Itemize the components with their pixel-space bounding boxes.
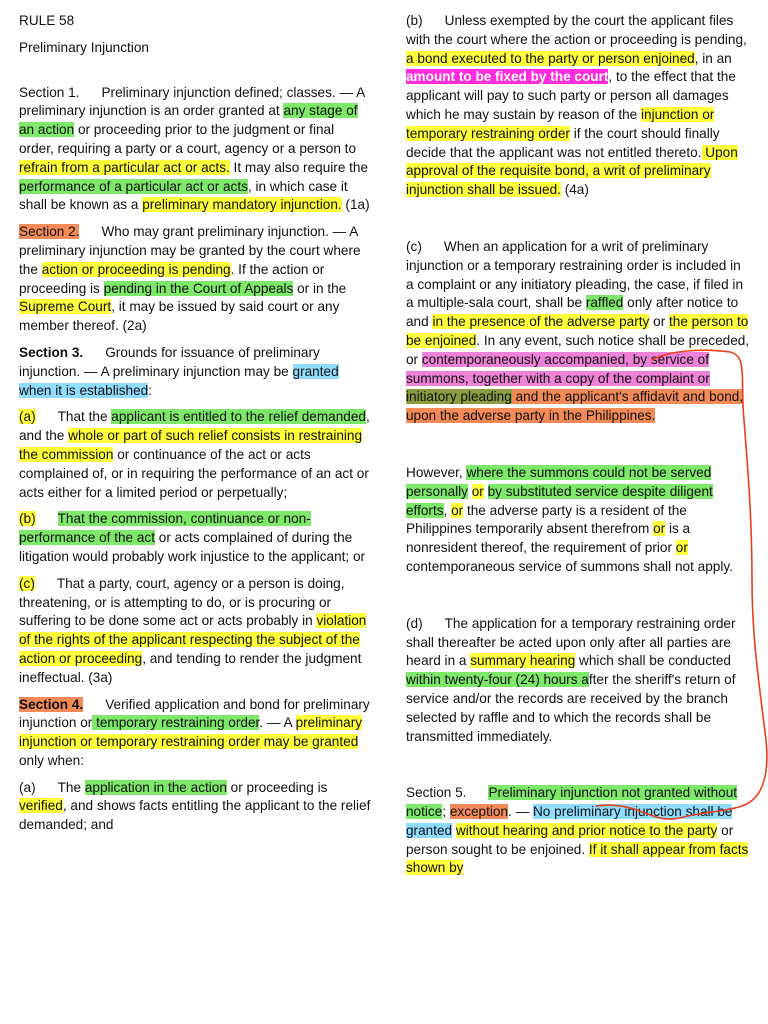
section-5-label: Section 5. [406,785,467,801]
highlight-yellow: or [451,502,464,518]
highlight-green: Preliminary injunction not granted without notice [406,785,738,820]
section-2-label: Section 2. [19,224,80,240]
section-4: Section 4. Verified application and bond for preliminary injunction or temporary restraining order. — A preliminary injunction or temporary restraining order may be granted only when: [19,696,370,768]
highlight-green: where the summons could not be served personally [406,464,712,499]
spacer [406,585,750,615]
item-label: (b) [406,13,423,28]
spacer [406,434,750,464]
section-4-item-b: (b) Unless exempted by the court the applicant files with the court where the action or proceeding is pending, a bond executed to the party or person enjoined, in an amount to be fixed by the court, to the effect that the applicant will pay to such party or person all damages which he may sustain by reason of the injunction or temporary restraining order if the court should finally decide that the applicant was not entitled thereto. Upon approval of the requisite bond, a writ of preliminary injunction shall be issued. (4a) [406,13,747,198]
highlight-yellow: or [653,521,666,537]
spacer [406,754,750,784]
highlight-blue: granted when it is established [19,363,339,398]
highlight-yellow: verified [19,798,63,814]
spacer [19,66,371,84]
section-2: Section 2. Who may grant preliminary injunction. — A preliminary injunction may be granted by the court where the action or proceeding is pending. If the action or proceeding is pending in the Court of Appeals or in the Supreme Court, it may be issued by said court or any member thereof. (2a) [19,224,361,334]
highlight-yellow: in the presence of the adverse party [432,314,650,330]
highlight-yellow: or [675,540,688,556]
section-4-label: Section 4. [19,696,84,712]
highlight-green: any stage of an action [19,103,358,138]
item-label: (a) [19,409,36,425]
highlight-yellow: preliminary injunction or temporary restraining order may be granted [19,715,363,750]
highlight-green: application in the action [84,779,227,795]
left-column [19,12,371,843]
highlight-green: performance of a particular act or acts [19,178,248,194]
rule-number: RULE 58 [19,13,75,28]
item-label: (d) [406,615,423,631]
highlight-yellow: the person to be enjoined [406,314,749,348]
section-3: Section 3. Grounds for issuance of preliminary injunction. — A preliminary injunction may be granted when it is established: [19,344,339,398]
highlight-yellow: action or proceeding is pending [41,261,231,277]
however-paragraph: However, where the summons could not be served personally or by substituted service despite diligent efforts, or the adverse party is a resident of the Philippines temporarily absent therefrom or is a nonresident thereof, the requirement of prior or contemporaneous service of summons shall not apply. [406,464,733,574]
section-4-item-d: (d) The application for a temporary restraining order shall thereafter be acted upon only after all parties are heard in a summary hearing which shall be conducted within twenty-four (24) hours after the sheriff's return of service and/or the records are received by the branch selected by raffle and to which the records shall be transmitted immediately. [406,615,736,744]
section-4-item-a: (a) The application in the action or proceeding is verified, and shows facts entitling the applicant to the relief demanded; and [19,779,371,833]
item-label: (c) [406,238,422,254]
highlight-yellow: without hearing and prior notice to the party [455,822,718,838]
rule-title: Preliminary Injunction [19,39,149,55]
item-label: (b) [19,511,36,527]
highlight-blue: No preliminary injunction shall be granted [406,804,733,838]
section-3-item-c: (c) That a party, court, agency or a person is doing, threatening, or is attempting to do, or is procuring or suffering to be done some act or acts probably in violation of the rights of the applicant respecting the subject of the action or proceeding, and tending to render the judgment ineffectual. (3a) [19,575,367,685]
item-label: (a) [19,779,36,795]
highlight-yellow: Supreme Court [19,299,112,315]
highlight-yellow: refrain from a particular act or acts. [19,159,230,175]
highlight-green: by substituted service despite diligent efforts [406,483,713,518]
section-3-label: Section 3. [19,344,84,360]
highlight-magenta: amount to be fixed by the court [406,69,609,85]
highlight-yellow: summary hearing [470,653,576,669]
section-3-item-a: (a) That the applicant is entitled to the relief demanded, and the whole or part of such relief consists in restraining the commission or continuance of the act or acts complained of, or in requiring the performance of an act or acts either for a limited period or perpetually; [19,409,370,500]
highlight-yellow: If it shall appear from facts shown by [406,841,749,876]
highlight-orange: exception [449,804,509,820]
highlight-yellow: Upon approval of the requisite bond, a writ of preliminary injunction shall be issued. [406,144,738,198]
highlight-green: raffled [585,295,624,311]
section-5: Section 5. Preliminary injunction not granted without notice; exception. — No preliminary injunction shall be granted without hearing and prior notice to the party or person sought to be enjoined. If it shall appear from facts shown by [406,785,749,876]
right-column [406,12,750,886]
highlight-yellow: a bond executed to the party or person enjoined [406,50,695,66]
spacer [406,208,750,238]
highlight-green: applicant is entitled to the relief demanded [111,409,366,425]
section-3-item-b: (b) That the commission, continuance or non-performance of the act or acts complained of during the litigation would probably work injustice to the applicant; or [19,511,366,564]
highlight-yellow: or [471,483,484,499]
highlight-green: pending in the Court of Appeals [103,280,294,296]
highlight-pink: contemporaneously accompanied, by service of summons, together with a copy of the complaint or [406,351,710,386]
highlight-green: That the commission, continuance or non-performance of the act [19,511,311,546]
highlight-yellow: injunction or temporary restraining order [406,106,715,141]
highlight-yellow: whole or part of such relief consists in restraining the commission [19,428,363,462]
section-1: Section 1. Preliminary injunction defined; classes. — A preliminary injunction is an order granted at any stage of an action or proceeding prior to the judgment or final order, requiring a party or a court, agency or a person to refrain from a particular act or acts. It may also require the performance of a particular act or acts, in which case it shall be known as a preliminary mandatory injunction. (1a) [19,84,370,213]
highlight-orange: and the applicant's affidavit and bond, upon the adverse party in the Philippines. [406,389,744,424]
highlight-yellow: preliminary mandatory injunction. [142,197,342,213]
highlight-olive: initiatory pleading [406,389,512,405]
highlight-green: temporary restraining order [92,715,260,731]
highlight-yellow: violation of the rights of the applicant respecting the subject of the action or proceeding [19,613,367,666]
section-1-label: Section 1. [19,84,80,100]
highlight-green: within twenty-four (24) hours a [406,672,589,688]
section-4-item-c: (c) When an application for a writ of preliminary injunction or a temporary restraining order is included in a complaint or any initiatory pleading, the case, if filed in a multiple-sala court, shall be raffled only after notice to and in the presence of the adverse party or the person to be enjoined. In any event, such notice shall be preceded, or contemporaneously accompanied, by service of summons, together with a copy of the complaint or initiatory pleading and the applicant's affidavit and bond, upon the adverse party in the Philippines. [406,238,750,424]
item-label: (c) [19,575,35,591]
